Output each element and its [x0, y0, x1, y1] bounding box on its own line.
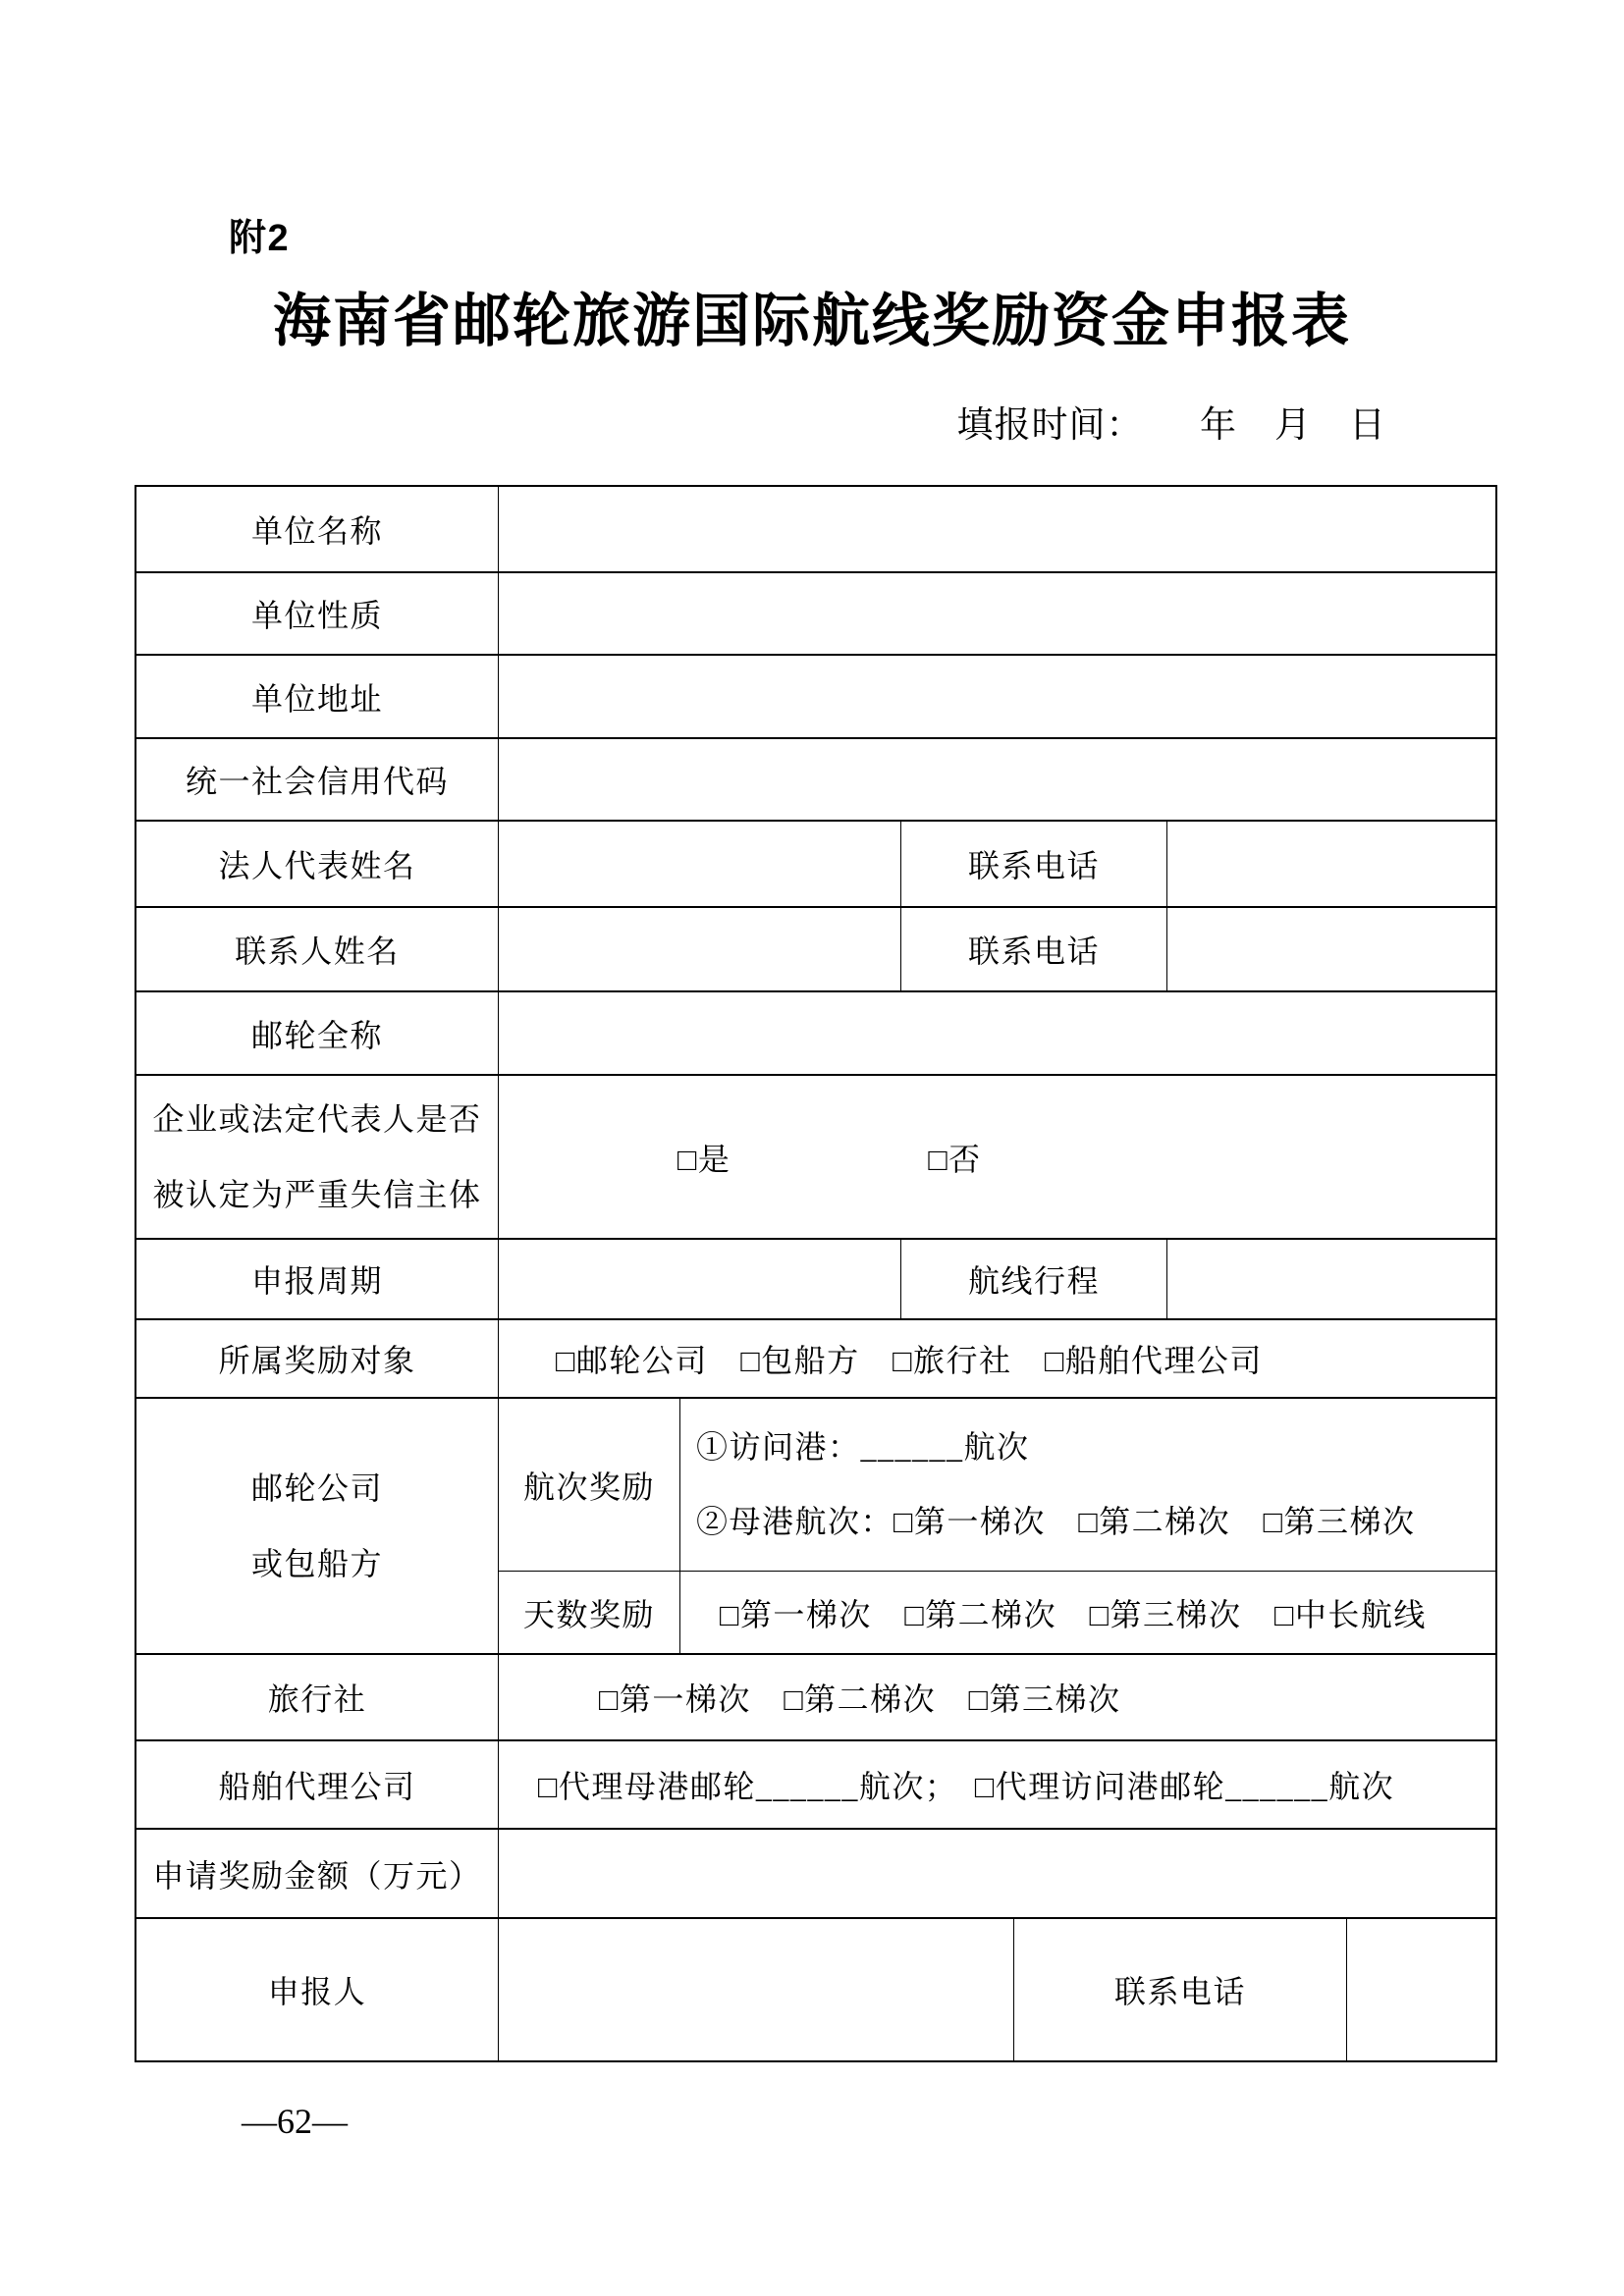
- row-reward-amount: [136, 1830, 1495, 1919]
- attachment-label: 附2: [229, 218, 291, 259]
- voyage-reward-options-cell: [680, 1399, 1495, 1571]
- row-unit-nature: [136, 573, 1495, 656]
- legal-rep-phone-value-cell: [1167, 822, 1495, 906]
- cruise-or-charter-subtable: [499, 1399, 1495, 1653]
- unit-name-value-cell: [499, 487, 1495, 571]
- row-dishonest-entity: [136, 1076, 1495, 1240]
- row-credit-code: [136, 739, 1495, 822]
- dishonest-options-cell: □是 □否: [677, 1141, 982, 1177]
- page-title: 海南省邮轮旅游国际航线奖励资金申报表: [272, 289, 1351, 353]
- row-unit-name: [136, 487, 1495, 573]
- travel-agency-label-cell: 旅行社: [136, 1655, 499, 1739]
- page-number: —62—: [242, 2102, 348, 2141]
- row-unit-address: [136, 656, 1495, 739]
- unit-address-value-cell: [499, 656, 1495, 737]
- row-reward-target: [136, 1320, 1495, 1399]
- reward-amount-value-cell: [499, 1830, 1495, 1917]
- unit-address-label-cell: 单位地址: [136, 656, 499, 737]
- travel-agency-options-cell: □第一梯次 □第二梯次 □第三梯次: [599, 1682, 1121, 1717]
- legal-rep-phone-label-cell: 联系电话: [901, 822, 1167, 906]
- contact-person-phone-label-cell: 联系电话: [901, 908, 1167, 990]
- subrow-voyage-reward: [499, 1399, 1495, 1572]
- row-legal-rep: [136, 822, 1495, 908]
- ship-agency-label-cell: 船舶代理公司: [136, 1741, 499, 1828]
- subrow-days-reward: [499, 1572, 1495, 1653]
- unit-name-label-cell: 单位名称: [136, 487, 499, 571]
- applicant-phone-label-cell: 联系电话: [1014, 1919, 1347, 2060]
- route-itinerary-label-cell: 航线行程: [901, 1240, 1167, 1318]
- reward-amount-label-cell: 申请奖励金额（万元）: [136, 1830, 499, 1917]
- dishonest-label-line2: 被认定为严重失信主体: [152, 1176, 482, 1212]
- cruise-or-charter-label-cell: [136, 1399, 499, 1653]
- days-reward-label-cell: 天数奖励: [499, 1572, 680, 1653]
- contact-person-label-cell: 联系人姓名: [136, 908, 499, 990]
- row-ship-agency: [136, 1741, 1495, 1830]
- voyage-reward-label-cell: 航次奖励: [499, 1399, 680, 1571]
- days-reward-options-cell: □第一梯次 □第二梯次 □第三梯次 □中长航线: [720, 1596, 1427, 1632]
- voyage-reward-line2: ②母港航次：□第一梯次 □第二梯次 □第三梯次: [696, 1503, 1416, 1539]
- legal-rep-label-cell: 法人代表姓名: [136, 822, 499, 906]
- declare-period-value-cell: [499, 1240, 901, 1318]
- voyage-reward-line1: ①访问港：______航次: [696, 1429, 1030, 1466]
- cruise-or-charter-line2: 或包船方: [250, 1545, 383, 1581]
- ship-agency-options-cell: □代理母港邮轮______航次； □代理访问港邮轮______航次: [538, 1769, 1395, 1804]
- application-form-table: [135, 485, 1497, 2062]
- row-travel-agency: [136, 1655, 1495, 1741]
- unit-nature-label-cell: 单位性质: [136, 573, 499, 654]
- route-itinerary-value-cell: [1167, 1240, 1495, 1318]
- dishonest-label-cell: [136, 1076, 499, 1238]
- applicant-label-cell: 申报人: [136, 1919, 499, 2060]
- contact-person-value-cell: [499, 908, 901, 990]
- row-cruise-full-name: [136, 992, 1495, 1076]
- row-cruise-or-charter-group: [136, 1399, 1495, 1655]
- fill-date-line: 填报时间： 年 月 日: [956, 405, 1386, 446]
- applicant-phone-value-cell: [1347, 1919, 1495, 2060]
- reward-target-options-cell: □邮轮公司 □包船方 □旅行社 □船舶代理公司: [556, 1343, 1263, 1378]
- row-contact-person: [136, 908, 1495, 992]
- reward-target-label-cell: 所属奖励对象: [136, 1320, 499, 1397]
- applicant-value-cell: [499, 1919, 1014, 2060]
- cruise-or-charter-line1: 邮轮公司: [250, 1469, 383, 1506]
- cruise-full-name-label-cell: 邮轮全称: [136, 992, 499, 1074]
- unit-nature-value-cell: [499, 573, 1495, 654]
- cruise-full-name-value-cell: [499, 992, 1495, 1074]
- dishonest-label-line1: 企业或法定代表人是否: [152, 1100, 482, 1137]
- credit-code-value-cell: [499, 739, 1495, 820]
- declare-period-label-cell: 申报周期: [136, 1240, 499, 1318]
- row-declare-period: [136, 1240, 1495, 1320]
- contact-person-phone-value-cell: [1167, 908, 1495, 990]
- legal-rep-value-cell: [499, 822, 901, 906]
- credit-code-label-cell: 统一社会信用代码: [136, 739, 499, 820]
- row-applicant: [136, 1919, 1495, 2060]
